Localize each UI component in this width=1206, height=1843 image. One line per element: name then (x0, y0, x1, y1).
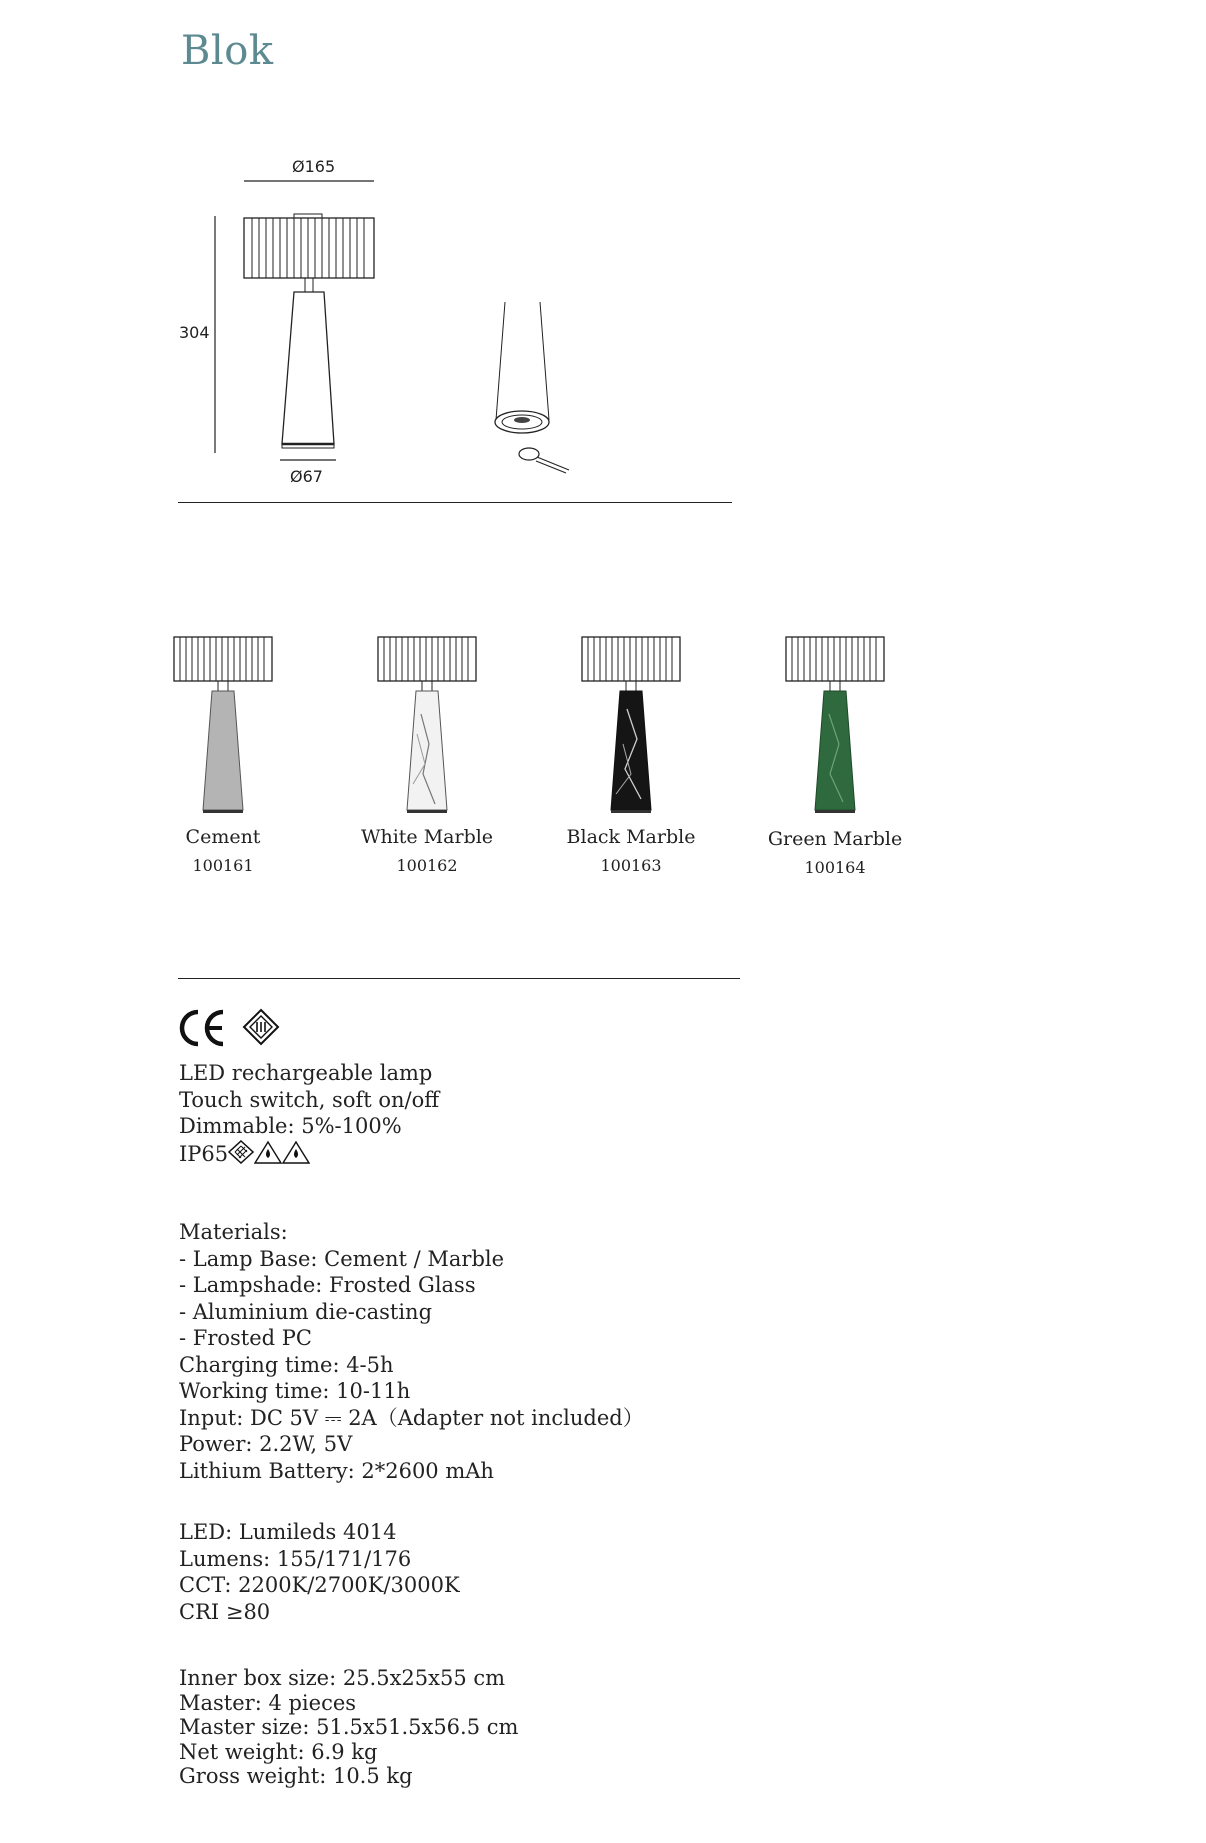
packaging-block (179, 1666, 518, 1789)
spec-line: Gross weight: 10.5 kg (179, 1764, 413, 1788)
black-marble-lamp-image (581, 634, 681, 814)
class-iii-icon (242, 1008, 280, 1046)
spec-line: Power: 2.2W, 5V (179, 1432, 353, 1456)
variant-card (785, 634, 885, 818)
base-diameter-label: Ø67 (290, 467, 323, 486)
spec-line: Materials: (179, 1220, 288, 1244)
feature-line: LED rechargeable lamp (179, 1061, 433, 1085)
spec-line: Lumens: 155/171/176 (179, 1546, 412, 1571)
led-block (179, 1519, 460, 1625)
spec-line: Inner box size: 25.5x25x55 cm (179, 1666, 506, 1690)
top-diameter-label: Ø165 (292, 157, 336, 176)
spec-line: Lithium Battery: 2*2600 mAh (179, 1458, 494, 1483)
variant-card (377, 634, 477, 818)
ip-rating: IP65 (179, 1141, 229, 1166)
variant-code: 100162 (396, 856, 458, 875)
variant-name: Cement (185, 826, 261, 848)
variant-name: Green Marble (767, 828, 903, 850)
spec-line: Net weight: 6.9 kg (179, 1739, 378, 1764)
spec-line: Working time: 10-11h (179, 1379, 411, 1403)
spec-line: CCT: 2200K/2700K/3000K (179, 1573, 460, 1597)
green-marble-lamp-image (785, 634, 885, 814)
features-block (179, 1060, 439, 1167)
variant-code: 100164 (804, 858, 866, 877)
water-jet-icon (254, 1140, 282, 1164)
materials-block (179, 1219, 644, 1484)
spec-line: CRI ≥80 (179, 1599, 271, 1624)
variant-card (173, 634, 273, 818)
variant-card (581, 634, 681, 818)
height-label: 304 (179, 323, 210, 342)
variant-code: 100163 (600, 856, 662, 875)
spec-line: Input: DC 5V ⎓ 2A（Adapter not included） (179, 1405, 644, 1430)
water-jet-icon (282, 1140, 310, 1164)
ip-rating-line (179, 1140, 439, 1168)
white-marble-lamp-image (377, 634, 477, 814)
feature-line: Touch switch, soft on/off (179, 1087, 440, 1112)
dust-tight-icon (228, 1140, 254, 1164)
spec-line: LED: Lumileds 4014 (179, 1520, 397, 1544)
spec-line: Master: 4 pieces (179, 1690, 357, 1715)
technical-drawing (170, 170, 610, 510)
spec-line: - Lamp Base: Cement / Marble (179, 1246, 505, 1271)
divider-top (178, 502, 732, 503)
spec-line: Master size: 51.5x51.5x56.5 cm (179, 1715, 519, 1739)
spec-line: - Frosted PC (179, 1326, 312, 1350)
cement-lamp-image (173, 634, 273, 814)
variant-name: White Marble (360, 826, 494, 848)
spec-line: Charging time: 4-5h (179, 1352, 394, 1377)
divider-middle (178, 978, 740, 979)
variant-code: 100161 (192, 856, 254, 875)
variant-name: Black Marble (566, 826, 696, 848)
ce-mark-icon (178, 1008, 228, 1048)
feature-line: Dimmable: 5%-100% (179, 1114, 402, 1138)
spec-line: - Lampshade: Frosted Glass (179, 1273, 476, 1297)
spec-line: - Aluminium die-casting (179, 1299, 433, 1324)
page-title: Blok (181, 28, 274, 74)
